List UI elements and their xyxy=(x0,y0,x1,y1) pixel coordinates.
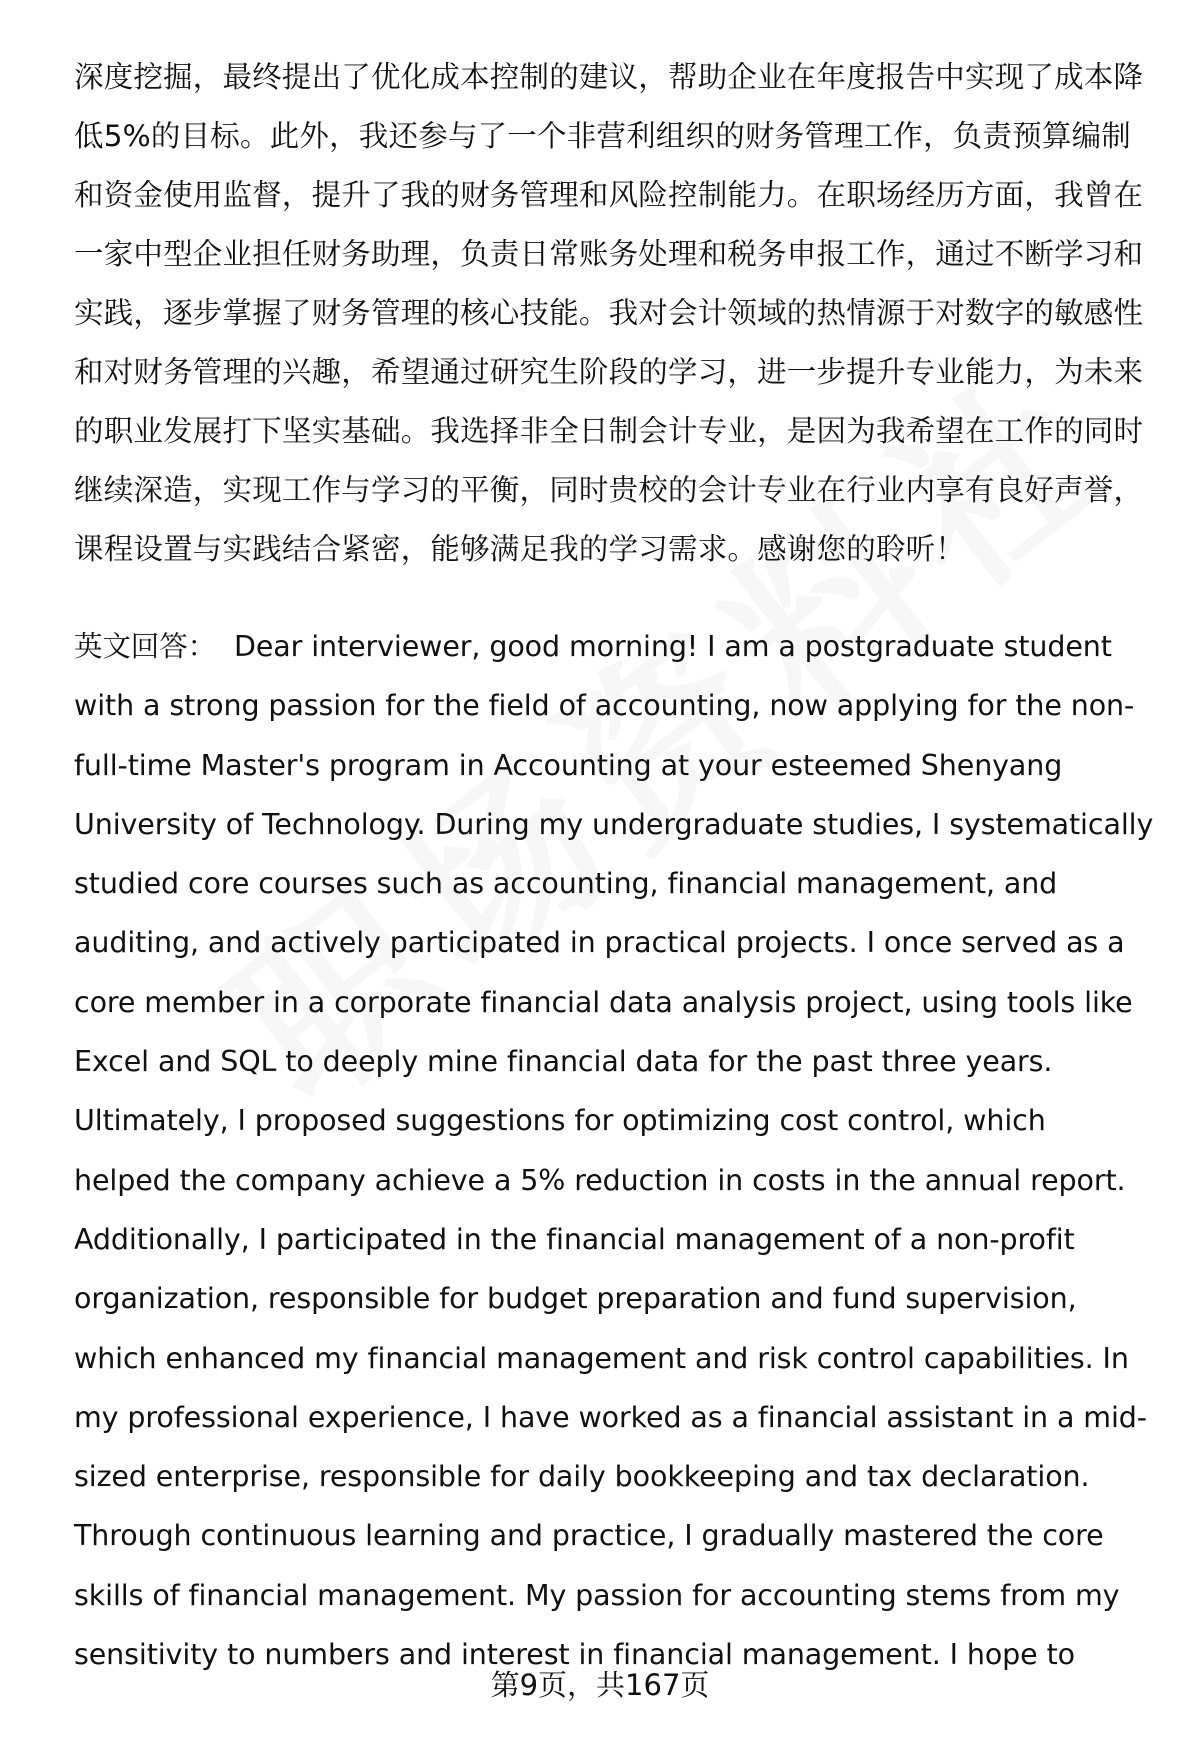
english-line: core member in a corporate financial data analysis project, using tools like xyxy=(74,985,1133,1019)
english-line: Through continuous learning and practice, I gradually mastered the core xyxy=(74,1519,1104,1553)
english-answer-paragraph xyxy=(74,617,1164,1684)
chinese-line: 课程设置与实践结合紧密，能够满足我的学习需求。感谢您的聆听！ xyxy=(74,532,966,566)
english-line: sized enterprise, responsible for daily bookkeeping and tax declaration. xyxy=(74,1460,1090,1494)
chinese-line: 继续深造，实现工作与学习的平衡，同时贵校的会计专业在行业内享有良好声誉， xyxy=(74,473,1144,507)
chinese-line: 低5%的目标。此外，我还参与了一个非营利组织的财务管理工作，负责预算编制 xyxy=(74,119,1131,153)
english-answer-label: 英文回答： xyxy=(74,630,217,663)
english-line: full-time Master's program in Accounting at your esteemed Shenyang xyxy=(74,748,1063,782)
english-line: Additionally, I participated in the financial management of a non-profit xyxy=(74,1222,1075,1256)
english-line: studied core courses such as accounting, financial management, and xyxy=(74,867,1058,901)
english-line: University of Technology. During my undergraduate studies, I systematically xyxy=(74,807,1154,841)
english-line: skills of financial management. My passion for accounting stems from my xyxy=(74,1578,1120,1612)
english-line-first xyxy=(74,617,1164,676)
chinese-line: 深度挖掘，最终提出了优化成本控制的建议，帮助企业在年度报告中实现了成本降 xyxy=(74,60,1144,94)
english-line: sensitivity to numbers and interest in financial management. I hope to xyxy=(74,1638,1075,1672)
chinese-line: 的职业发展打下坚实基础。我选择非全日制会计专业，是因为我希望在工作的同时 xyxy=(74,414,1144,448)
english-line: organization, responsible for budget preparation and fund supervision, xyxy=(74,1282,1077,1316)
english-line: which enhanced my financial management and risk control capabilities. In xyxy=(74,1341,1129,1375)
english-line: auditing, and actively participated in practical projects. I once served as a xyxy=(74,926,1125,960)
page-number-footer: 第9页，共167页 xyxy=(490,1668,710,1702)
english-line: my professional experience, I have worked as a financial assistant in a mid- xyxy=(74,1400,1147,1434)
english-line: with a strong passion for the field of accounting, now applying for the non- xyxy=(74,689,1135,723)
english-line: Ultimately, I proposed suggestions for optimizing cost control, which xyxy=(74,1104,1046,1138)
chinese-line: 和资金使用监督，提升了我的财务管理和风险控制能力。在职场经历方面，我曾在 xyxy=(74,178,1144,212)
english-line: helped the company achieve a 5% reduction in costs in the annual report. xyxy=(74,1163,1126,1197)
chinese-line: 实践，逐步掌握了财务管理的核心技能。我对会计领域的热情源于对数字的敏感性 xyxy=(74,296,1144,330)
chinese-line: 和对财务管理的兴趣，希望通过研究生阶段的学习，进一步提升专业能力，为未来 xyxy=(74,355,1144,389)
chinese-answer-paragraph xyxy=(74,48,1154,579)
english-line: Excel and SQL to deeply mine financial data for the past three years. xyxy=(74,1045,1053,1079)
english-line-text: Dear interviewer, good morning! I am a postgraduate student xyxy=(234,630,1112,663)
chinese-line: 一家中型企业担任财务助理，负责日常账务处理和税务申报工作，通过不断学习和 xyxy=(74,237,1144,271)
